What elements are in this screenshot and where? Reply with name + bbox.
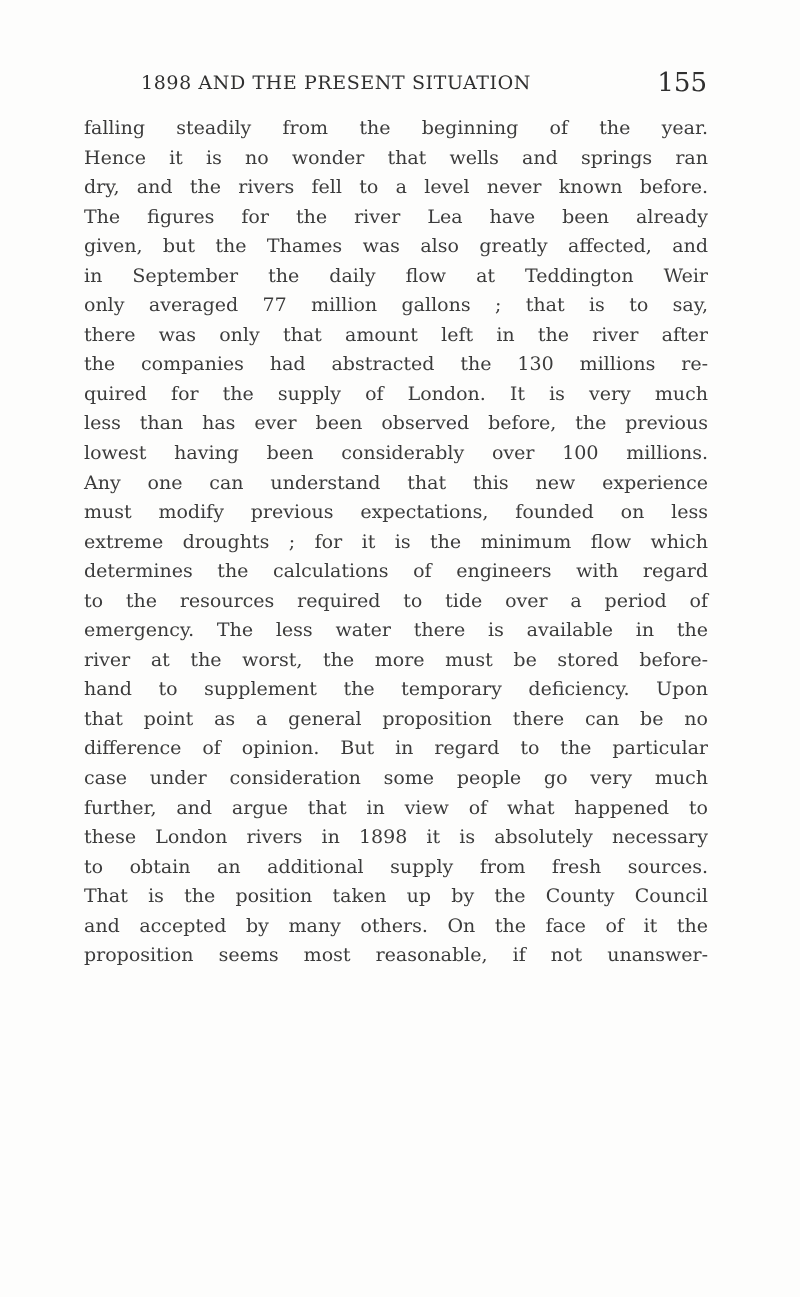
text-line: only averaged 77 million gallons ; that is to say, — [84, 294, 708, 317]
running-head — [0, 68, 800, 102]
text-line: dry, and the rivers fell to a level never known before. — [84, 176, 708, 199]
text-line: determines the calculations of engineers with regard — [84, 560, 708, 583]
text-line: river at the worst, the more must be stored before- — [84, 648, 708, 671]
text-line: and accepted by many others. On the face of it the — [84, 914, 708, 937]
text-line: to the resources required to tide over a period of — [84, 589, 708, 612]
text-line: extreme droughts ; for it is the minimum flow which — [84, 530, 708, 553]
text-line: emergency. The less water there is available in the — [84, 619, 708, 642]
body-paragraph — [84, 114, 708, 971]
running-title: 1898 AND THE PRESENT SITUATION — [141, 72, 532, 94]
text-line: that point as a general proposition there can be no — [84, 707, 708, 730]
text-line: Hence it is no wonder that wells and springs ran — [84, 146, 708, 169]
text-line: there was only that amount left in the river after — [84, 323, 708, 346]
text-line: these London rivers in 1898 it is absolutely necessary — [84, 826, 708, 849]
text-line: case under consideration some people go very much — [84, 767, 708, 790]
text-line: quired for the supply of London. It is very much — [84, 382, 708, 405]
text-line: must modify previous expectations, founded on less — [84, 501, 708, 524]
text-line: falling steadily from the beginning of the year. — [84, 117, 708, 139]
text-line: Any one can understand that this new experience — [84, 471, 708, 494]
text-line: less than has ever been observed before, the previous — [84, 412, 708, 435]
text-line: given, but the Thames was also greatly affected, and — [84, 235, 708, 258]
text-line: lowest having been considerably over 100 millions. — [84, 442, 708, 465]
text-line: the companies had abstracted the 130 millions re- — [84, 353, 708, 376]
text-line: to obtain an additional supply from fresh sources. — [84, 855, 708, 878]
text-line: in September the daily flow at Teddington Weir — [84, 264, 708, 287]
text-line: further, and argue that in view of what happened to — [84, 796, 708, 819]
page-number: 155 — [657, 68, 707, 98]
text-line: proposition seems most reasonable, if not unanswer- — [84, 944, 708, 967]
text-line: hand to supplement the temporary deficiency. Upon — [84, 678, 708, 701]
text-line: That is the position taken up by the County Council — [84, 885, 708, 908]
text-line: difference of opinion. But in regard to the particular — [84, 737, 708, 760]
text-line: The figures for the river Lea have been already — [84, 205, 708, 228]
